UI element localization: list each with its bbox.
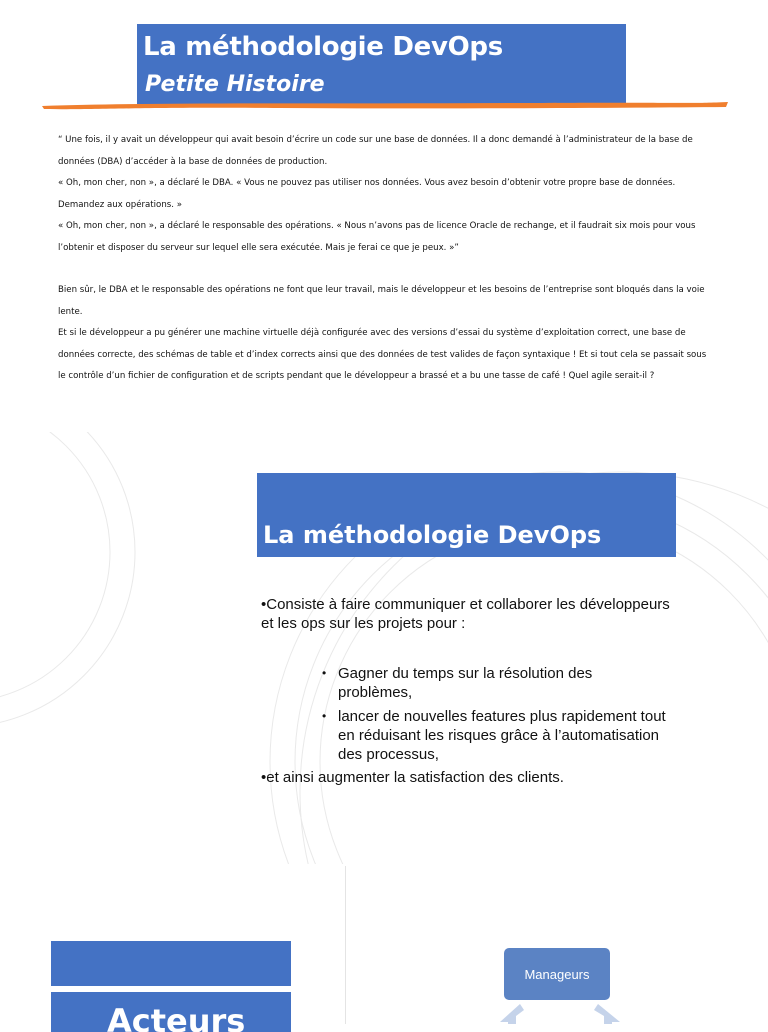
slide-acteurs — [0, 866, 768, 1032]
bullet-text: lancer de nouvelles features plus rapidement tout en réduisant les risques grâce à l’automatisation des processus, — [338, 708, 666, 763]
outro-text: •et ainsi augmenter la satisfaction des clients. — [261, 769, 564, 786]
slide-subtitle: Petite Histoire — [145, 72, 325, 97]
slide-petite-histoire — [0, 0, 768, 410]
node-manageurs — [504, 948, 610, 1000]
bullet-item — [322, 664, 628, 702]
story-paragraph: Bien sûr, le DBA et le responsable des opérations ne font que leur travail, mais le développeur et les besoins de l’entreprise sont bloqués dans la voie lente. — [58, 285, 705, 317]
bullet-dot-icon: • — [322, 666, 327, 680]
story-paragraph: “ Une fois, il y avait un développeur qui avait besoin d’écrire un code sur une base de données. Il a donc demandé à l’administrateur de la base de données (DBA) d’accéder à la base de données de production. — [58, 135, 693, 167]
node-label: Manageurs — [524, 966, 590, 982]
org-diagram-panel — [345, 866, 768, 1024]
bullet-item — [322, 707, 668, 764]
story-paragraph: « Oh, mon cher, non », a déclaré le responsable des opérations. « Nous n’avons pas de licence Oracle de rechange, et il faudrait six mois pour vous l’obtenir et disposer du serveur sur lequel elle sera exécutée. Mais je ferai ce que je peux. »” — [58, 221, 696, 253]
header-bar — [51, 941, 291, 986]
acteurs-title-box — [51, 992, 291, 1032]
slide-title: La méthodologie DevOps — [143, 32, 503, 62]
bullet-dot-icon: • — [322, 709, 327, 723]
bullet-text: Gagner du temps sur la résolution des problèmes, — [338, 665, 593, 701]
arrow-icons — [490, 1002, 630, 1024]
story-paragraph: Et si le développeur a pu générer une machine virtuelle déjà configurée avec des versions d’essai du système d’exploitation correct, une base de données correcte, des schémas de table et d’index corrects ainsi que des données de test valides de façon syntaxique ! Et si tout cela se passait sous le contrôle d’un fichier de configuration et de scripts pendant que le développeur a brassé et a bu une tasse de café ! Quel agile serait-il ? — [58, 328, 707, 381]
acteurs-title: Acteurs — [107, 1002, 246, 1032]
story-paragraph: « Oh, mon cher, non », a déclaré le DBA. « Vous ne pouvez pas utiliser nos données. Vous avez besoin d’obtenir votre propre base de données. Demandez aux opérations. » — [58, 178, 676, 210]
intro-text: •Consiste à faire communiquer et collaborer les développeurs et les ops sur les projets pour : — [261, 596, 670, 632]
slide-title-box — [137, 24, 626, 104]
slide-title-box — [257, 473, 676, 557]
outro-item — [261, 768, 681, 787]
orange-brush-stroke — [40, 98, 730, 112]
definition-intro — [261, 595, 681, 633]
story-text — [58, 130, 713, 388]
slide-definition — [0, 432, 768, 864]
acteurs-panel — [0, 866, 343, 1032]
slide-title: La méthodologie DevOps — [263, 521, 602, 549]
